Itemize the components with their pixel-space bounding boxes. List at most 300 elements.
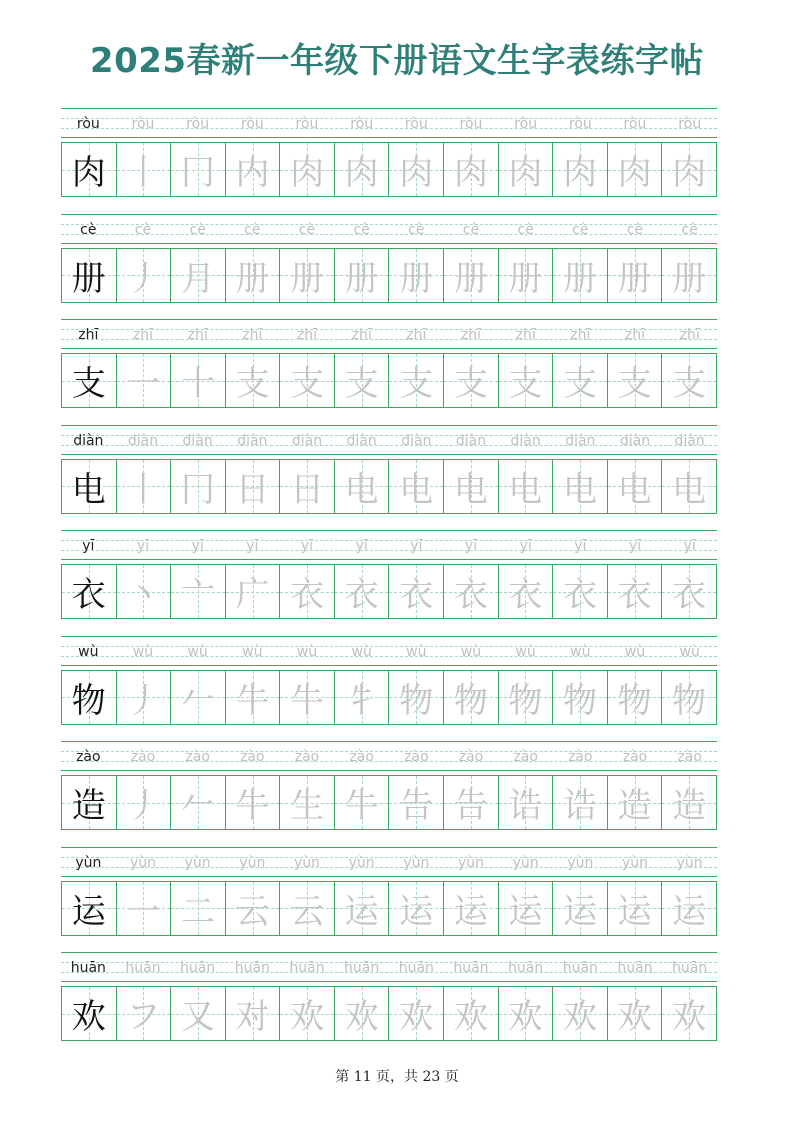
stroke-step: 一 bbox=[126, 891, 161, 932]
character-cells bbox=[61, 881, 717, 936]
model-cell bbox=[62, 987, 116, 1040]
stroke-step: 衣 bbox=[290, 575, 325, 615]
pinyin-trace: wù bbox=[570, 643, 591, 660]
character-cells bbox=[61, 564, 717, 619]
trace-cell bbox=[552, 565, 607, 618]
pinyin-trace: ròu bbox=[514, 116, 538, 132]
stroke-step: 丿 bbox=[126, 786, 161, 826]
stroke-step: 运 bbox=[508, 891, 543, 932]
pinyin-trace: zào bbox=[622, 749, 648, 765]
stroke-step: 广 bbox=[235, 575, 270, 615]
stroke-step: 月 bbox=[180, 258, 215, 299]
stroke-step: 亠 bbox=[180, 575, 215, 615]
pinyin-trace: huān bbox=[125, 960, 161, 976]
pinyin-trace: huān bbox=[562, 960, 598, 976]
model-character: 册 bbox=[71, 258, 106, 299]
pinyin-trace: diàn bbox=[291, 432, 323, 449]
pinyin-trace: zào bbox=[458, 749, 484, 765]
trace-cell bbox=[443, 671, 498, 724]
trace-cell bbox=[225, 354, 280, 407]
trace-cell bbox=[607, 460, 662, 513]
stroke-step: 欢 bbox=[508, 997, 543, 1037]
pinyin-trace: yī bbox=[246, 538, 259, 554]
practice-row bbox=[61, 214, 717, 320]
trace-cell bbox=[661, 143, 716, 196]
trace-cell bbox=[279, 987, 334, 1040]
pinyin-trace: ròu bbox=[404, 116, 428, 132]
trace-cell bbox=[388, 249, 443, 302]
trace-cell bbox=[116, 143, 171, 196]
stroke-step: 电 bbox=[508, 469, 543, 510]
trace-cell bbox=[661, 987, 716, 1040]
stroke-step: 册 bbox=[508, 258, 543, 299]
trace-cell bbox=[225, 882, 280, 935]
practice-row bbox=[61, 847, 717, 953]
pinyin-trace: yī bbox=[628, 538, 642, 554]
stroke-step: 电 bbox=[344, 469, 379, 510]
pinyin-trace: cè bbox=[408, 221, 425, 238]
pinyin-trace: zào bbox=[185, 749, 210, 765]
trace-cell bbox=[388, 987, 443, 1040]
trace-cell bbox=[279, 882, 334, 935]
stroke-step: 诰 bbox=[562, 786, 597, 826]
pinyin-band bbox=[61, 847, 717, 877]
trace-cell bbox=[116, 671, 171, 724]
trace-cell bbox=[225, 565, 280, 618]
pinyin-trace: ròu bbox=[240, 116, 264, 132]
model-cell bbox=[62, 460, 116, 513]
pinyin-trace: zhī bbox=[351, 327, 372, 343]
pinyin-trace: wù bbox=[187, 643, 208, 660]
trace-cell bbox=[334, 354, 389, 407]
stroke-step: 支 bbox=[344, 364, 379, 404]
trace-cell bbox=[388, 671, 443, 724]
pinyin-trace: yī bbox=[355, 538, 368, 554]
character-cells bbox=[61, 353, 717, 408]
stroke-step: 衣 bbox=[344, 575, 379, 615]
stroke-step: 丨 bbox=[126, 153, 161, 193]
model-cell bbox=[62, 671, 116, 724]
trace-cell bbox=[552, 987, 607, 1040]
pinyin-trace: ròu bbox=[350, 116, 374, 132]
pinyin-trace: zhī bbox=[132, 327, 154, 343]
model-character: 支 bbox=[71, 364, 106, 404]
trace-cell bbox=[443, 143, 498, 196]
trace-cell bbox=[334, 249, 389, 302]
trace-cell bbox=[334, 565, 389, 618]
trace-cell bbox=[661, 249, 716, 302]
pinyin-trace: wù bbox=[132, 643, 154, 660]
stroke-step: 肉 bbox=[290, 153, 325, 193]
stroke-step: 日 bbox=[235, 469, 270, 510]
model-character: 物 bbox=[71, 680, 106, 721]
pinyin-label: yī bbox=[82, 538, 95, 554]
trace-cell bbox=[279, 143, 334, 196]
practice-row bbox=[61, 636, 717, 742]
trace-cell bbox=[116, 987, 171, 1040]
stroke-step: 一 bbox=[126, 364, 161, 404]
pinyin-trace: diàn bbox=[455, 432, 487, 449]
trace-cell bbox=[116, 882, 171, 935]
pinyin-trace: cè bbox=[517, 221, 534, 238]
pinyin-trace: yùn bbox=[621, 854, 648, 871]
stroke-step: 欢 bbox=[290, 997, 325, 1037]
stroke-step: 欢 bbox=[344, 997, 379, 1037]
pinyin-trace: zhī bbox=[515, 327, 536, 343]
stroke-step: 衣 bbox=[453, 575, 488, 615]
stroke-step: 又 bbox=[180, 997, 215, 1037]
stroke-step: 生 bbox=[290, 786, 325, 826]
model-cell bbox=[62, 354, 116, 407]
stroke-step: 运 bbox=[617, 891, 652, 932]
trace-cell bbox=[279, 460, 334, 513]
stroke-step: 肉 bbox=[399, 153, 434, 193]
trace-cell bbox=[498, 249, 553, 302]
trace-cell bbox=[334, 776, 389, 829]
stroke-step: 云 bbox=[290, 891, 325, 932]
character-cells bbox=[61, 775, 717, 830]
model-character: 电 bbox=[71, 469, 106, 510]
stroke-step: 册 bbox=[562, 258, 597, 299]
trace-cell bbox=[552, 460, 607, 513]
trace-cell bbox=[607, 143, 662, 196]
stroke-step: 丨 bbox=[126, 469, 161, 510]
pinyin-band bbox=[61, 636, 717, 666]
stroke-step: 运 bbox=[562, 891, 597, 932]
model-character: 运 bbox=[71, 891, 106, 932]
pinyin-trace: ròu bbox=[623, 116, 647, 132]
stroke-step: 牛 bbox=[235, 786, 270, 826]
pinyin-trace: huān bbox=[344, 960, 380, 976]
trace-cell bbox=[388, 776, 443, 829]
character-cells bbox=[61, 459, 717, 514]
trace-cell bbox=[170, 987, 225, 1040]
pinyin-trace: yùn bbox=[457, 854, 484, 871]
pinyin-trace: wù bbox=[515, 643, 536, 660]
trace-cell bbox=[552, 671, 607, 724]
pinyin-trace: ròu bbox=[678, 116, 702, 132]
trace-cell bbox=[170, 565, 225, 618]
pinyin-band bbox=[61, 319, 717, 349]
trace-cell bbox=[552, 354, 607, 407]
pinyin-trace: diàn bbox=[346, 432, 377, 449]
stroke-step: 支 bbox=[508, 364, 543, 404]
character-cells bbox=[61, 142, 717, 197]
pinyin-band bbox=[61, 741, 717, 771]
pinyin-trace: yùn bbox=[567, 854, 594, 871]
pinyin-label: zhī bbox=[78, 327, 99, 343]
trace-cell bbox=[388, 354, 443, 407]
trace-cell bbox=[388, 143, 443, 196]
stroke-step: 物 bbox=[672, 680, 707, 721]
pinyin-trace: zhī bbox=[242, 327, 263, 343]
trace-cell bbox=[607, 354, 662, 407]
pinyin-band bbox=[61, 425, 717, 455]
pinyin-trace: yùn bbox=[293, 854, 320, 871]
trace-cell bbox=[116, 460, 171, 513]
stroke-step: 册 bbox=[672, 258, 707, 299]
pinyin-trace: wù bbox=[296, 643, 318, 660]
pinyin-trace: yùn bbox=[184, 854, 211, 871]
practice-row bbox=[61, 108, 717, 214]
stroke-step: 电 bbox=[399, 469, 434, 510]
trace-cell bbox=[388, 460, 443, 513]
pinyin-trace: yī bbox=[191, 538, 204, 554]
pinyin-trace: ròu bbox=[459, 116, 483, 132]
pinyin-band bbox=[61, 952, 717, 982]
stroke-step: 支 bbox=[235, 364, 270, 404]
stroke-step: 册 bbox=[344, 258, 379, 299]
pinyin-trace: yùn bbox=[512, 854, 539, 871]
pinyin-trace: zhī bbox=[624, 327, 646, 343]
character-cells bbox=[61, 986, 717, 1041]
trace-cell bbox=[498, 354, 553, 407]
stroke-step: 对 bbox=[235, 997, 270, 1037]
trace-cell bbox=[170, 143, 225, 196]
pinyin-trace: huān bbox=[453, 960, 489, 976]
stroke-step: 支 bbox=[617, 364, 652, 404]
stroke-step: 欢 bbox=[617, 997, 652, 1037]
trace-cell bbox=[388, 882, 443, 935]
stroke-step: 运 bbox=[399, 891, 434, 932]
pinyin-trace: zhī bbox=[570, 327, 591, 343]
stroke-step: 造 bbox=[617, 786, 652, 826]
pinyin-trace: huān bbox=[617, 960, 653, 976]
stroke-step: 告 bbox=[399, 786, 434, 826]
trace-cell bbox=[607, 671, 662, 724]
trace-cell bbox=[498, 882, 553, 935]
pinyin-trace: ròu bbox=[568, 116, 592, 132]
stroke-step: 物 bbox=[453, 680, 488, 721]
page-footer: 第 11 页，共 23 页 bbox=[335, 1069, 459, 1085]
stroke-step: 衣 bbox=[399, 575, 434, 615]
pinyin-trace: diàn bbox=[674, 432, 705, 449]
stroke-step: 册 bbox=[290, 258, 325, 299]
pinyin-trace: wù bbox=[624, 643, 646, 660]
stroke-step: 牛 bbox=[290, 680, 325, 721]
stroke-step: 运 bbox=[672, 891, 707, 932]
pinyin-label: cè bbox=[80, 221, 97, 238]
pinyin-band bbox=[61, 108, 717, 138]
pinyin-trace: cè bbox=[134, 221, 152, 238]
stroke-step: 肉 bbox=[508, 153, 543, 193]
trace-cell bbox=[225, 987, 280, 1040]
pinyin-trace: huān bbox=[672, 960, 708, 976]
stroke-step: 册 bbox=[617, 258, 652, 299]
pinyin-trace: zhī bbox=[406, 327, 427, 343]
pinyin-trace: yī bbox=[136, 538, 150, 554]
pinyin-trace: cè bbox=[298, 221, 316, 238]
model-cell bbox=[62, 776, 116, 829]
pinyin-trace: cè bbox=[626, 221, 644, 238]
stroke-step: 支 bbox=[672, 364, 707, 404]
stroke-step: 支 bbox=[290, 364, 325, 404]
pinyin-trace: ròu bbox=[131, 116, 155, 132]
trace-cell bbox=[116, 776, 171, 829]
stroke-step: 电 bbox=[672, 469, 707, 510]
trace-cell bbox=[661, 565, 716, 618]
trace-cell bbox=[661, 882, 716, 935]
model-character: 衣 bbox=[71, 575, 106, 615]
trace-cell bbox=[334, 882, 389, 935]
pinyin-trace: yī bbox=[300, 538, 314, 554]
stroke-step: 肉 bbox=[562, 153, 597, 193]
stroke-step: 电 bbox=[617, 469, 652, 510]
trace-cell bbox=[170, 249, 225, 302]
stroke-step: 册 bbox=[235, 258, 270, 299]
stroke-step: 牛 bbox=[235, 680, 270, 721]
stroke-step: 运 bbox=[453, 891, 488, 932]
stroke-step: 衣 bbox=[508, 575, 543, 615]
stroke-step: 丿 bbox=[126, 258, 161, 299]
stroke-step: 衣 bbox=[672, 575, 707, 615]
pinyin-trace: zhī bbox=[187, 327, 208, 343]
pinyin-trace: cè bbox=[681, 221, 698, 238]
model-character: 欢 bbox=[71, 997, 106, 1037]
trace-cell bbox=[170, 354, 225, 407]
trace-cell bbox=[334, 460, 389, 513]
trace-cell bbox=[443, 249, 498, 302]
pinyin-trace: yī bbox=[519, 538, 532, 554]
pinyin-trace: zào bbox=[240, 749, 265, 765]
pinyin-trace: huān bbox=[234, 960, 270, 976]
stroke-step: 衣 bbox=[617, 575, 652, 615]
stroke-step: 云 bbox=[235, 891, 270, 932]
stroke-step: 欢 bbox=[672, 997, 707, 1037]
trace-cell bbox=[279, 354, 334, 407]
trace-cell bbox=[116, 354, 171, 407]
stroke-step: 内 bbox=[235, 153, 270, 193]
pinyin-trace: cè bbox=[462, 221, 480, 238]
stroke-step: 𠂉 bbox=[180, 786, 215, 826]
pinyin-trace: yùn bbox=[676, 854, 703, 871]
stroke-step: 肉 bbox=[453, 153, 488, 193]
pinyin-trace: yùn bbox=[403, 854, 430, 871]
pinyin-trace: zào bbox=[677, 749, 702, 765]
trace-cell bbox=[498, 671, 553, 724]
pinyin-trace: huān bbox=[289, 960, 325, 976]
stroke-step: 物 bbox=[617, 680, 652, 721]
character-cells bbox=[61, 248, 717, 303]
stroke-step: 物 bbox=[399, 680, 434, 721]
practice-row bbox=[61, 952, 717, 1058]
pinyin-trace: wù bbox=[679, 643, 700, 660]
pinyin-trace: yùn bbox=[348, 854, 375, 871]
pinyin-trace: zào bbox=[349, 749, 374, 765]
trace-cell bbox=[225, 776, 280, 829]
pinyin-trace: zào bbox=[568, 749, 593, 765]
stroke-step: 冂 bbox=[180, 469, 215, 510]
trace-cell bbox=[661, 776, 716, 829]
trace-cell bbox=[225, 671, 280, 724]
model-cell bbox=[62, 882, 116, 935]
stroke-step: 物 bbox=[508, 680, 543, 721]
stroke-step: 诰 bbox=[508, 786, 543, 826]
model-character: 造 bbox=[71, 786, 106, 826]
trace-cell bbox=[279, 249, 334, 302]
trace-cell bbox=[334, 987, 389, 1040]
practice-row bbox=[61, 741, 717, 847]
trace-cell bbox=[170, 882, 225, 935]
pinyin-label: wù bbox=[78, 643, 99, 660]
pinyin-trace: zhī bbox=[460, 327, 482, 343]
pinyin-trace: zào bbox=[294, 749, 320, 765]
pinyin-trace: yī bbox=[464, 538, 478, 554]
trace-cell bbox=[552, 882, 607, 935]
pinyin-trace: yī bbox=[574, 538, 587, 554]
pinyin-trace: wù bbox=[351, 643, 372, 660]
trace-cell bbox=[279, 565, 334, 618]
pinyin-trace: diàn bbox=[127, 432, 159, 449]
stroke-step: 欢 bbox=[399, 997, 434, 1037]
trace-cell bbox=[498, 776, 553, 829]
pinyin-trace: diàn bbox=[619, 432, 651, 449]
pinyin-trace: yùn bbox=[239, 854, 266, 871]
stroke-step: 丿 bbox=[126, 680, 161, 721]
trace-cell bbox=[552, 143, 607, 196]
pinyin-trace: huān bbox=[180, 960, 216, 976]
page-title: 2025春新一年级下册语文生字表练字帖 bbox=[89, 41, 705, 81]
stroke-step: 支 bbox=[453, 364, 488, 404]
trace-cell bbox=[443, 776, 498, 829]
stroke-step: 二 bbox=[180, 891, 215, 932]
pinyin-label: diàn bbox=[73, 432, 104, 449]
trace-cell bbox=[225, 460, 280, 513]
trace-cell bbox=[552, 249, 607, 302]
trace-cell bbox=[279, 671, 334, 724]
pinyin-trace: cè bbox=[189, 221, 206, 238]
trace-cell bbox=[388, 565, 443, 618]
practice-row bbox=[61, 319, 717, 425]
pinyin-band bbox=[61, 214, 717, 244]
pinyin-trace: cè bbox=[244, 221, 261, 238]
practice-row bbox=[61, 425, 717, 531]
trace-cell bbox=[661, 354, 716, 407]
stroke-step: 物 bbox=[562, 680, 597, 721]
trace-cell bbox=[334, 143, 389, 196]
stroke-step: 册 bbox=[399, 258, 434, 299]
trace-cell bbox=[607, 987, 662, 1040]
pinyin-trace: diàn bbox=[565, 432, 596, 449]
trace-cell bbox=[607, 882, 662, 935]
trace-cell bbox=[225, 249, 280, 302]
trace-cell bbox=[607, 565, 662, 618]
pinyin-trace: zhī bbox=[679, 327, 700, 343]
pinyin-label: zào bbox=[76, 749, 101, 765]
pinyin-trace: wù bbox=[460, 643, 482, 660]
trace-cell bbox=[552, 776, 607, 829]
pinyin-trace: diàn bbox=[182, 432, 213, 449]
stroke-step: 册 bbox=[453, 258, 488, 299]
stroke-step: 衣 bbox=[562, 575, 597, 615]
stroke-step: 电 bbox=[453, 469, 488, 510]
trace-cell bbox=[661, 460, 716, 513]
pinyin-trace: wù bbox=[242, 643, 263, 660]
stroke-step: 牛 bbox=[344, 786, 379, 826]
pinyin-trace: cè bbox=[353, 221, 370, 238]
pinyin-trace: diàn bbox=[237, 432, 268, 449]
pinyin-label: huān bbox=[70, 960, 106, 976]
stroke-step: 冂 bbox=[180, 153, 215, 193]
pinyin-trace: cè bbox=[572, 221, 589, 238]
stroke-step: 牜 bbox=[344, 680, 379, 721]
stroke-step: 肉 bbox=[672, 153, 707, 193]
stroke-step: 丶 bbox=[126, 575, 161, 615]
stroke-step: 支 bbox=[399, 364, 434, 404]
trace-cell bbox=[443, 354, 498, 407]
stroke-step: 欢 bbox=[562, 997, 597, 1037]
pinyin-trace: huān bbox=[508, 960, 544, 976]
